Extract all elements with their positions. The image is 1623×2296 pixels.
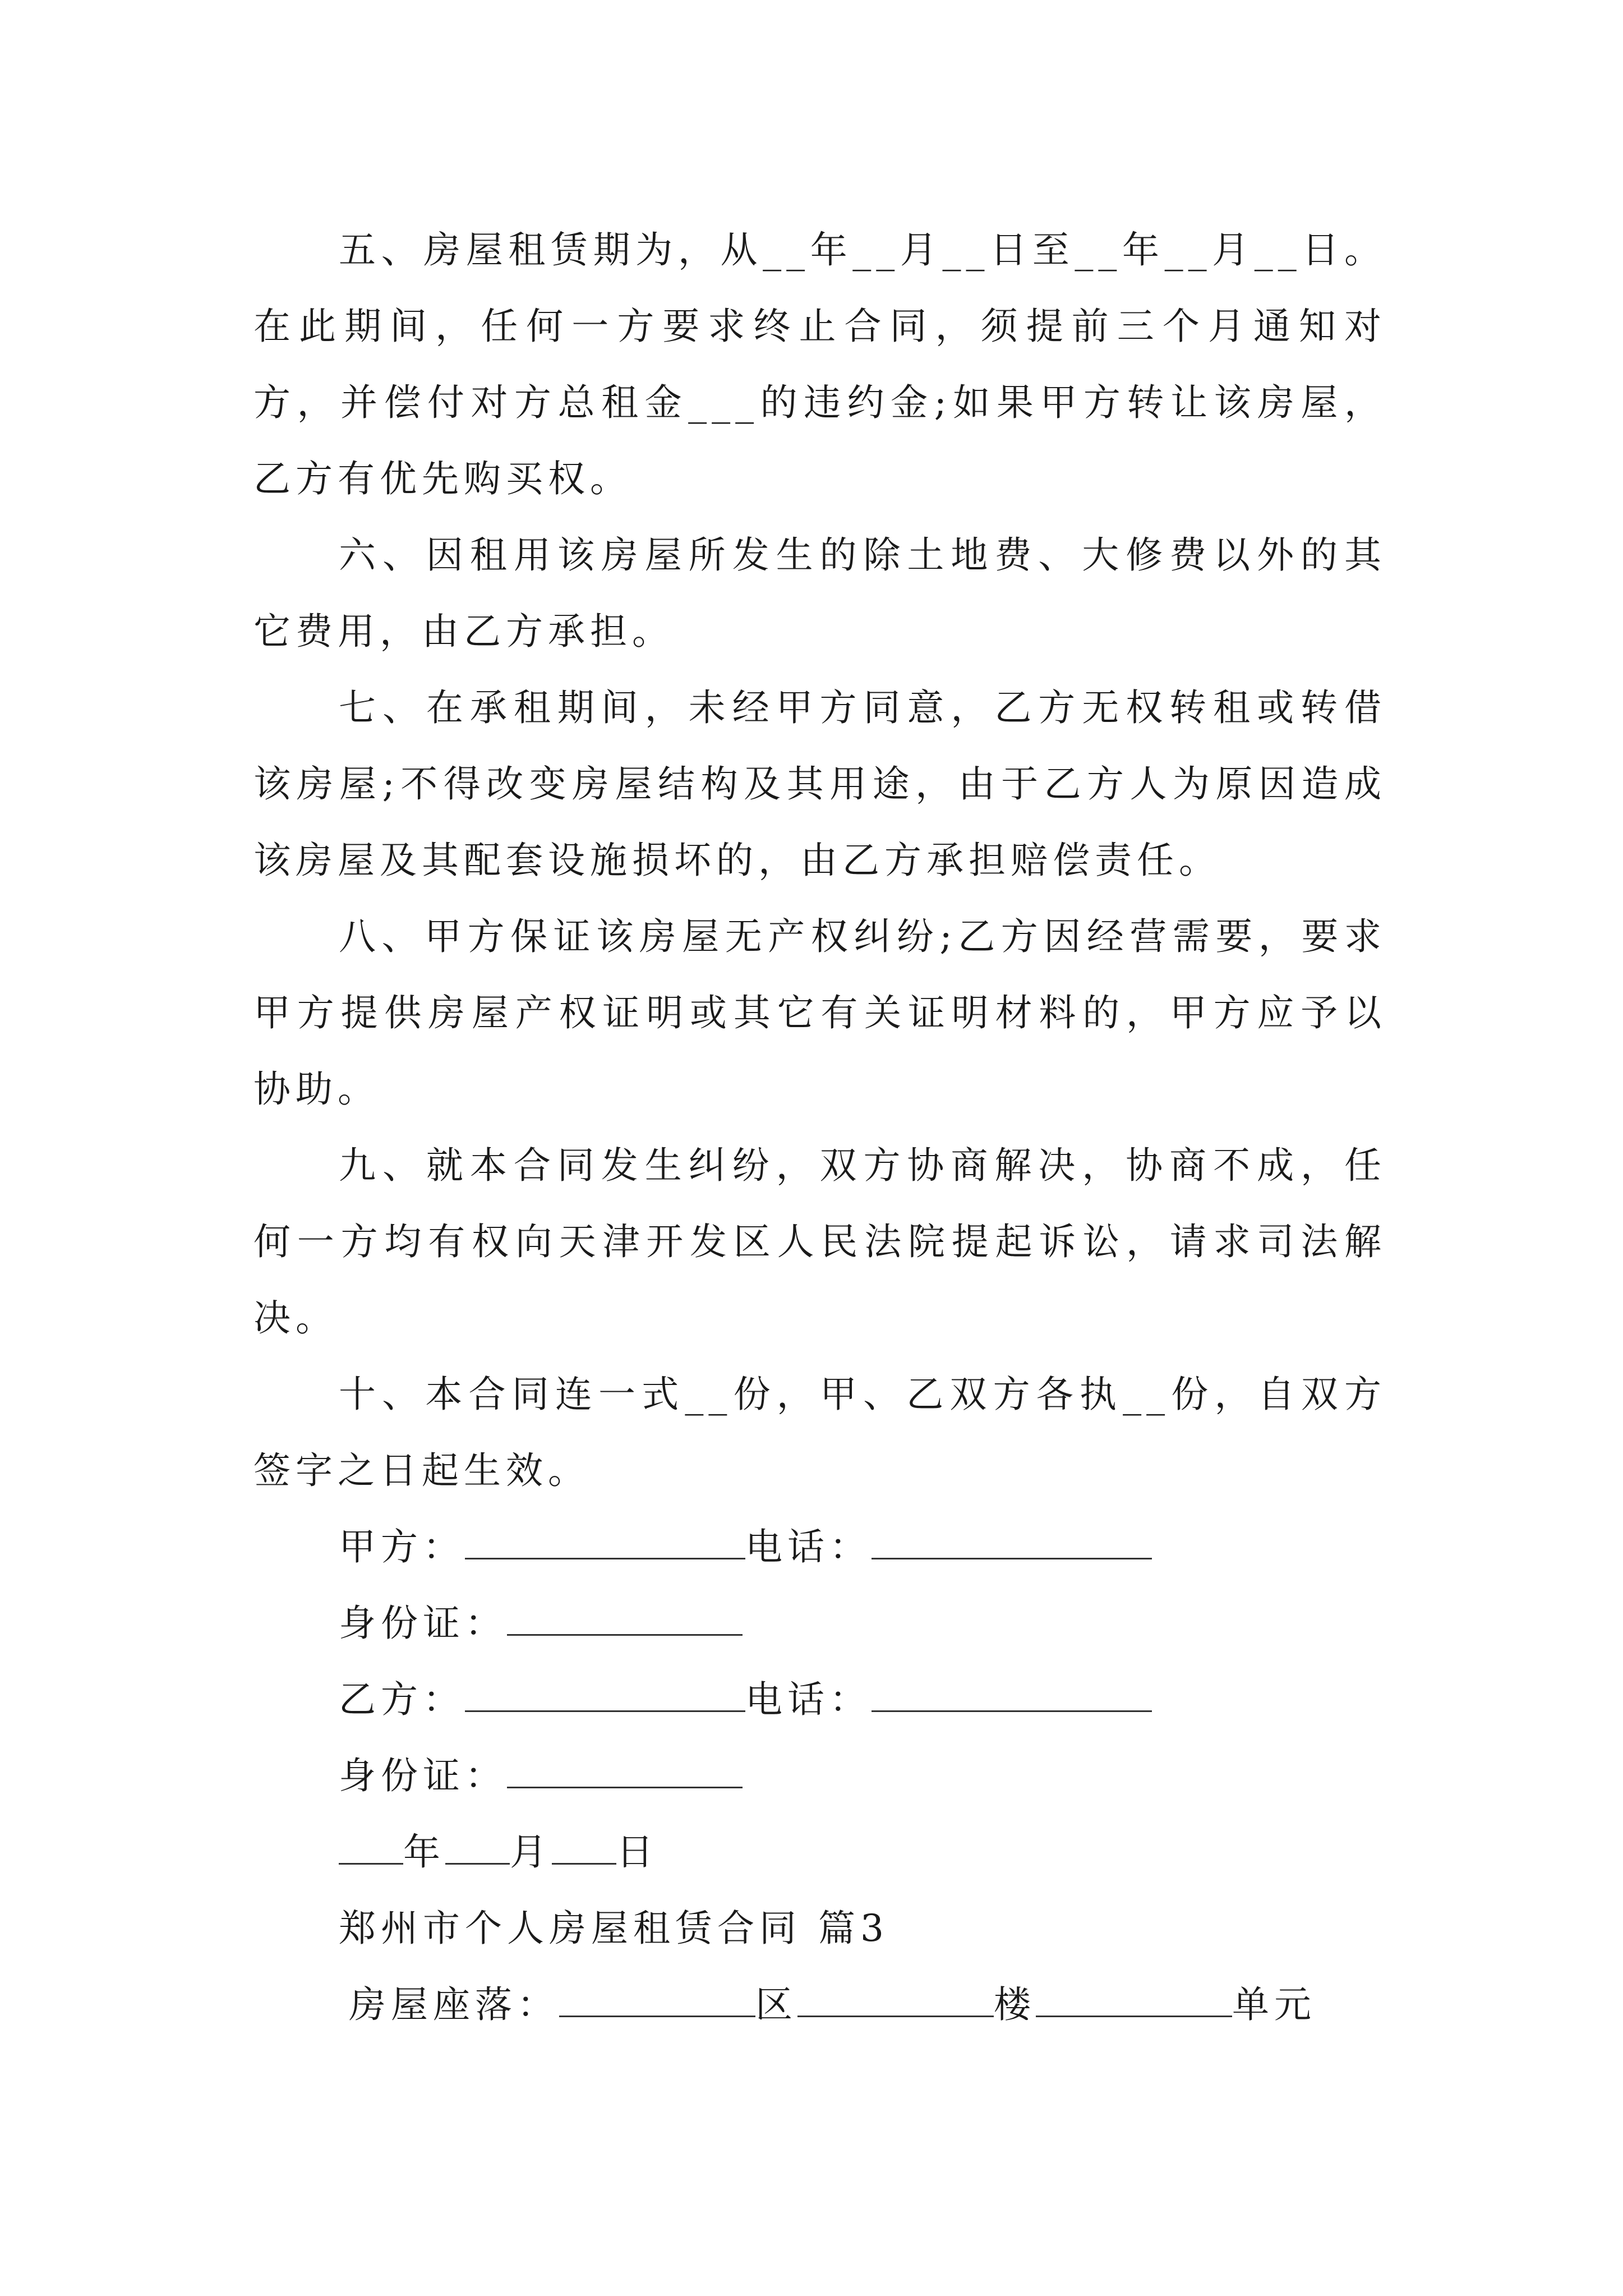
section-title: 郑州市个人房屋租赁合同 篇3 [339,1907,889,1950]
year-label: 年 [403,1830,445,1874]
party-a-row [253,1509,1386,1585]
party-a-label: 甲方： [339,1525,465,1568]
month-label: 月 [510,1830,552,1874]
unit-label: 单元 [1232,1983,1316,2026]
phone-b-blank [872,1679,1152,1712]
clause-6: 六、因租用该房屋所发生的除土地费、大修费以外的其它费用，由乙方承担。 [253,533,1386,653]
phone-b-label: 电话： [745,1678,872,1721]
clause-7: 七、在承租期间，未经甲方同意，乙方无权转租或转借该房屋;不得改变房屋结构及其用途，由于乙方人为原因造成该房屋及其配套设施损坏的，由乙方承担赔偿责任。 [253,686,1386,882]
unit-blank [1036,1984,1232,2017]
id-a-row [253,1585,1386,1662]
clause-9: 九、就本合同发生纠纷，双方协商解决，协商不成，任何一方均有权向天津开发区人民法院提起诉讼，请求司法解决。 [253,1144,1386,1340]
building-blank [797,1984,994,2017]
year-blank [339,1832,403,1865]
day-label: 日 [616,1830,658,1874]
month-blank [445,1832,510,1865]
district-label: 区 [755,1983,797,2026]
id-a-blank [507,1603,743,1636]
day-blank [552,1832,616,1865]
clause-5: 五、房屋租赁期为，从__年__月__日至__年__月__日。在此期间，任何一方要求终止合同，须提前三个月通知对方，并偿付对方总租金___的违约金;如果甲方转让该房屋，乙方有优先购买权。 [253,228,1386,500]
id-b-label: 身份证： [339,1754,507,1797]
party-b-blank [465,1679,745,1712]
id-b-blank [507,1755,743,1788]
party-b-row [253,1662,1386,1738]
document-body [253,212,1386,2043]
id-a-label: 身份证： [339,1602,507,1645]
building-label: 楼 [994,1983,1036,2026]
party-a-blank [465,1526,745,1559]
party-b-label: 乙方： [339,1678,465,1721]
district-blank [559,1984,755,2017]
address-row [253,1967,1386,2043]
signing-date-row [253,1814,1386,1890]
phone-a-blank [872,1526,1152,1559]
address-label: 房屋座落： [349,1983,559,2026]
id-b-row [253,1738,1386,1814]
clause-8: 八、甲方保证该房屋无产权纠纷;乙方因经营需要，要求甲方提供房屋产权证明或其它有关证明材料的，甲方应予以协助。 [253,915,1386,1111]
phone-a-label: 电话： [745,1525,872,1568]
clause-10: 十、本合同连一式__份，甲、乙双方各执__份，自双方签字之日起生效。 [253,1373,1386,1492]
